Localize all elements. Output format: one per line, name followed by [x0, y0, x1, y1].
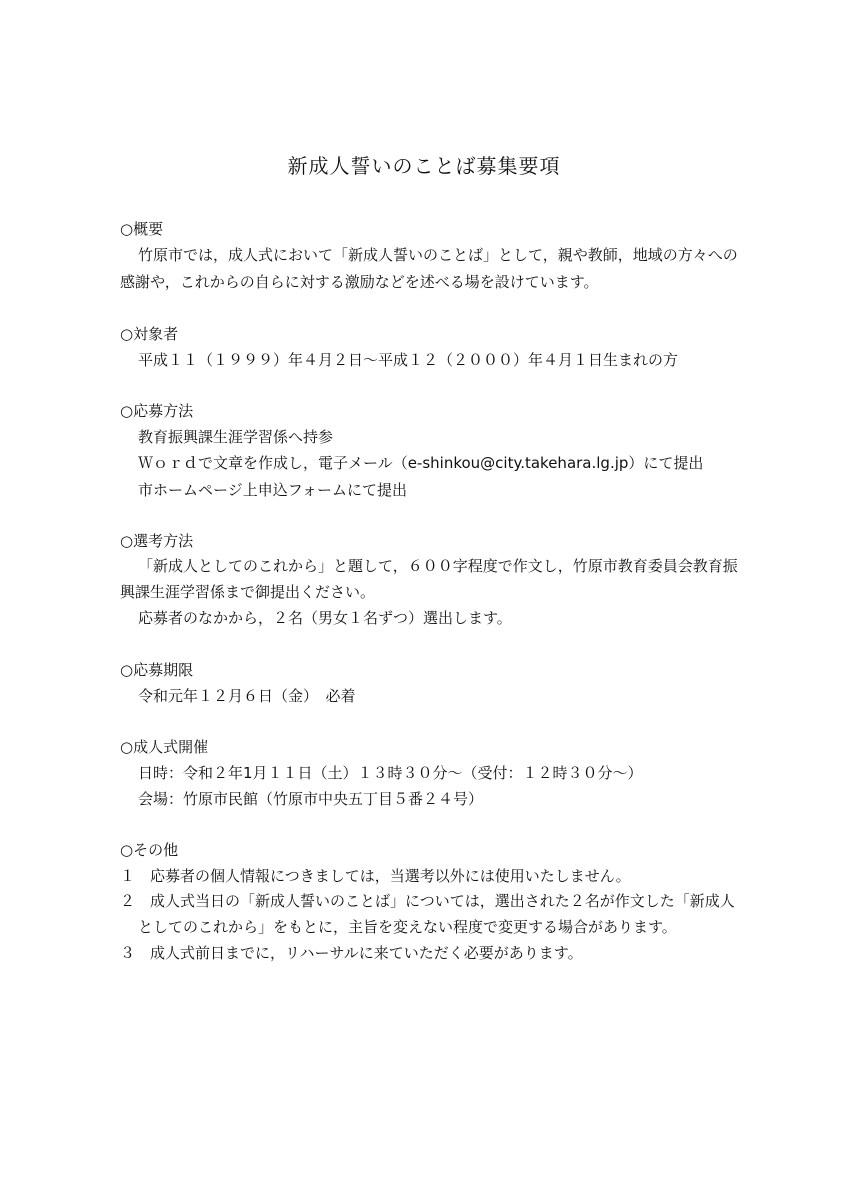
- section-heading-selection: ○選考方法: [120, 532, 194, 550]
- section-heading-deadline: ○応募期限: [120, 661, 194, 679]
- other-item-2-continued: としてのこれから」をもとに，主旨を変えない程度で変更する場合があります。: [138, 918, 677, 936]
- document-title: 新成人誓いのことば募集要項: [287, 154, 561, 178]
- section-heading-other: ○その他: [120, 841, 179, 859]
- other-item-3: ３ 成人式前日までに，リハーサルに来ていただく必要があります。: [120, 944, 583, 962]
- other-item-1: １ 応募者の個人情報につきましては，当選考以外には使用いたしません。: [120, 867, 631, 885]
- apply-method-line-3: 市ホームページ上申込フォームにて提出: [138, 481, 407, 499]
- apply-method-line-2: Ｗｏｒｄで文章を作成し，電子メール（e-shinkou@city.takehara.lg.jp）にて提出: [138, 454, 704, 472]
- selection-line-2: 興課生涯学習係まで御提出ください。: [120, 583, 376, 601]
- overview-line-1: 竹原市では，成人式において「新成人誓いのことば」として，親や教師，地域の方々への: [138, 246, 738, 264]
- section-heading-apply-method: ○応募方法: [120, 402, 194, 420]
- selection-line-3: 応募者のなかから，２名（男女１名ずつ）選出します。: [138, 609, 512, 627]
- section-heading-overview: ○概要: [120, 220, 164, 238]
- ceremony-venue: 会場：竹原市民館（竹原市中央五丁目５番２４号）: [138, 790, 484, 808]
- deadline-line-1: 令和元年１２月６日（金） 必着: [138, 687, 356, 705]
- ceremony-datetime: 日時：令和２年1月１１日（土）１３時３０分～（受付：１２時３０分～）: [138, 764, 643, 782]
- target-line-1: 平成１１（１９９９）年４月２日～平成１２（２０００）年４月１日生まれの方: [138, 351, 679, 369]
- section-heading-target: ○対象者: [120, 325, 179, 343]
- selection-line-1: 「新成人としてのこれから」と題して，６００字程度で作文し，竹原市教育委員会教育振: [138, 557, 738, 575]
- section-heading-ceremony: ○成人式開催: [120, 738, 209, 756]
- other-item-2: ２ 成人式当日の「新成人誓いのことば」については，選出された２名が作文した「新成人: [120, 892, 735, 910]
- overview-line-2: 感謝や，これからの自らに対する激励などを述べる場を設けています。: [120, 273, 599, 291]
- apply-method-line-1: 教育振興課生涯学習係へ持参: [138, 428, 334, 446]
